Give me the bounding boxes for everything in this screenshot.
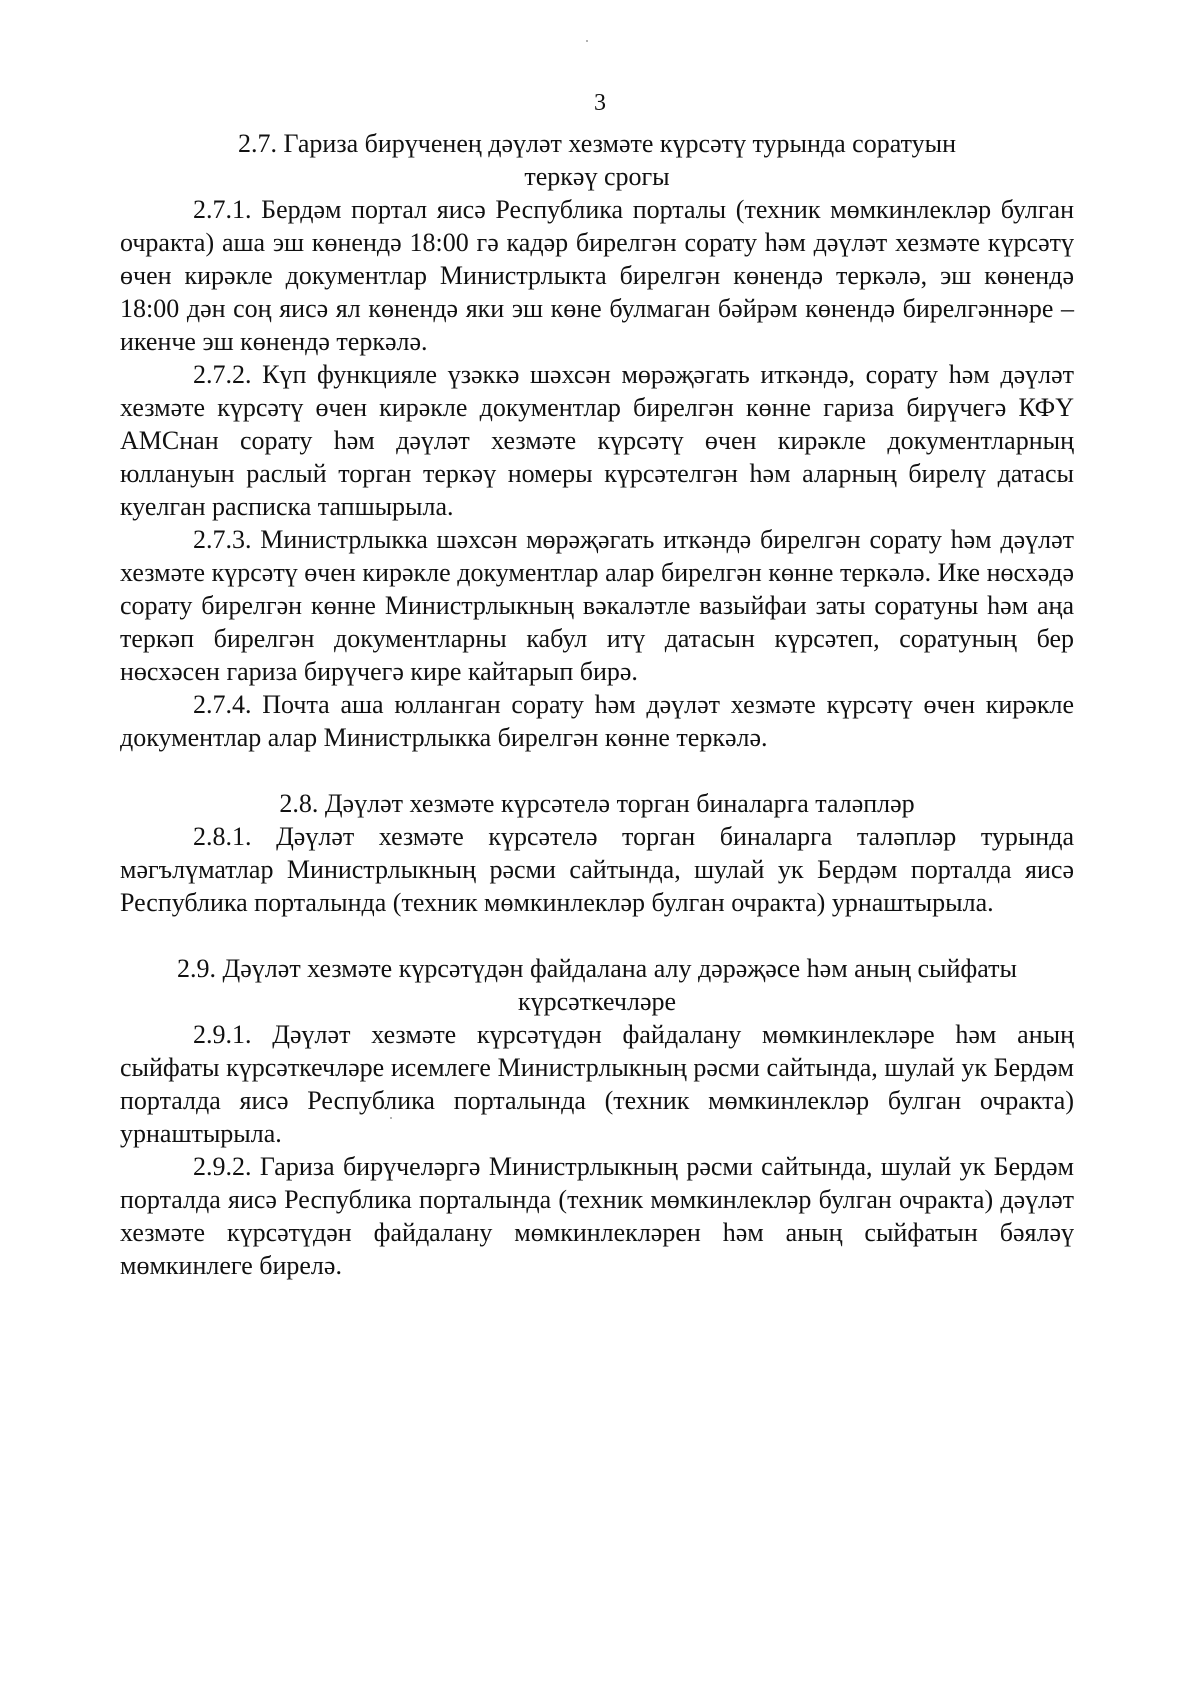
document-body (120, 125, 1074, 1282)
paragraph-2-7-1: 2.7.1. Бердәм портал яисә Республика порталы (техник мөмкинлекләр булган очракта) аша эш көнендә 18:00 гә кадәр бирелгән сорату һәм дәүләт хезмәте күрсәтү өчен кирәкле документлар Министрлыкта бирелгән көнендә теркәлә, эш көнендә 18:00 дән соң яисә ял көнендә яки эш көне булмаган бәйрәм көнендә бирелгәннәре – икенче эш көнендә теркәлә. (120, 195, 1074, 356)
section-heading (120, 787, 1074, 820)
paragraph-2-7-2: 2.7.2. Күп функцияле үзәккә шәхсән мөрәҗәгать иткәндә, сорату һәм дәүләт хезмәте күрсәтү өчен кирәкле документлар бирелгән көнне гариза бирүчегә КФҮ АМСнан сорату һәм дәүләт хезмәте күрсәтү өчен кирәкле документларның юллануын раслый торган теркәү номеры күрсәтелгән һәм аларның бирелү датасы куелган расписка тапшырыла. (120, 360, 1074, 521)
paragraph-2-7-4: 2.7.4. Почта аша юлланган сорату һәм дәүләт хезмәте күрсәтү өчен кирәкле документлар алар Министрлыкка бирелгән көнне теркәлә. (120, 690, 1074, 752)
section-heading (120, 127, 1074, 193)
paragraph-2-8-1: 2.8.1. Дәүләт хезмәте күрсәтелә торган биналарга таләпләр турында мәгълүматлар Министрлыкның рәсми сайтында, шулай ук Бердәм порталда яисә Республика порталында (техник мөмкинлекләр булган очракта) урнаштырыла. (120, 822, 1074, 917)
heading-line: күрсәткечләре (517, 987, 677, 1016)
paragraph-2-9-2: 2.9.2. Гариза бирүчеләргә Министрлыкның рәсми сайтында, шулай ук Бердәм порталда яисә Республика порталында (техник мөмкинлекләр булган очракта) дәүләт хезмәте күрсәтүдән файдалану мөмкинлекләрен һәм аның сыйфатын бәяләү мөмкинлеге бирелә. (120, 1152, 1074, 1280)
heading-line: 2.7. Гариза бирүченең дәүләт хезмәте күрсәтү турында соратуын (238, 129, 956, 158)
scan-speck (586, 40, 588, 42)
section-2-9 (120, 952, 1074, 1282)
heading-line: 2.8. Дәүләт хезмәте күрсәтелә торган биналарга таләпләр (279, 789, 915, 818)
section-heading (120, 952, 1074, 1018)
heading-line: теркәү срогы (524, 162, 670, 191)
section-2-7 (120, 127, 1074, 754)
page-number: 3 (594, 90, 606, 116)
paragraph-2-9-1: 2.9.1. Дәүләт хезмәте күрсәтүдән файдалану мөмкинлекләре һәм аның сыйфаты күрсәткечләре исемлеге Министрлыкның рәсми сайтында, шулай ук Бердәм порталда яисә Республика порталында (техник мөмкинлекләр булган очракта) урнаштырыла. (120, 1020, 1074, 1148)
paragraph-2-7-3: 2.7.3. Министрлыкка шәхсән мөрәҗәгать иткәндә бирелгән сорату һәм дәүләт хезмәте күрсәтү өчен кирәкле документлар алар бирелгән көнне теркәлә. Ике нөсхәдә сорату бирелгән көнне Министрлыкның вәкаләтле вазыйфаи заты соратуны һәм аңа теркәп бирелгән документларны кабул итү датасын күрсәтеп, соратуның бер нөсхәсен гариза бирүчегә кире кайтарып бирә. (120, 525, 1074, 686)
section-2-8 (120, 787, 1074, 919)
heading-line: 2.9. Дәүләт хезмәте күрсәтүдән файдалана алу дәрәҗәсе һәм аның сыйфаты (177, 954, 1017, 983)
